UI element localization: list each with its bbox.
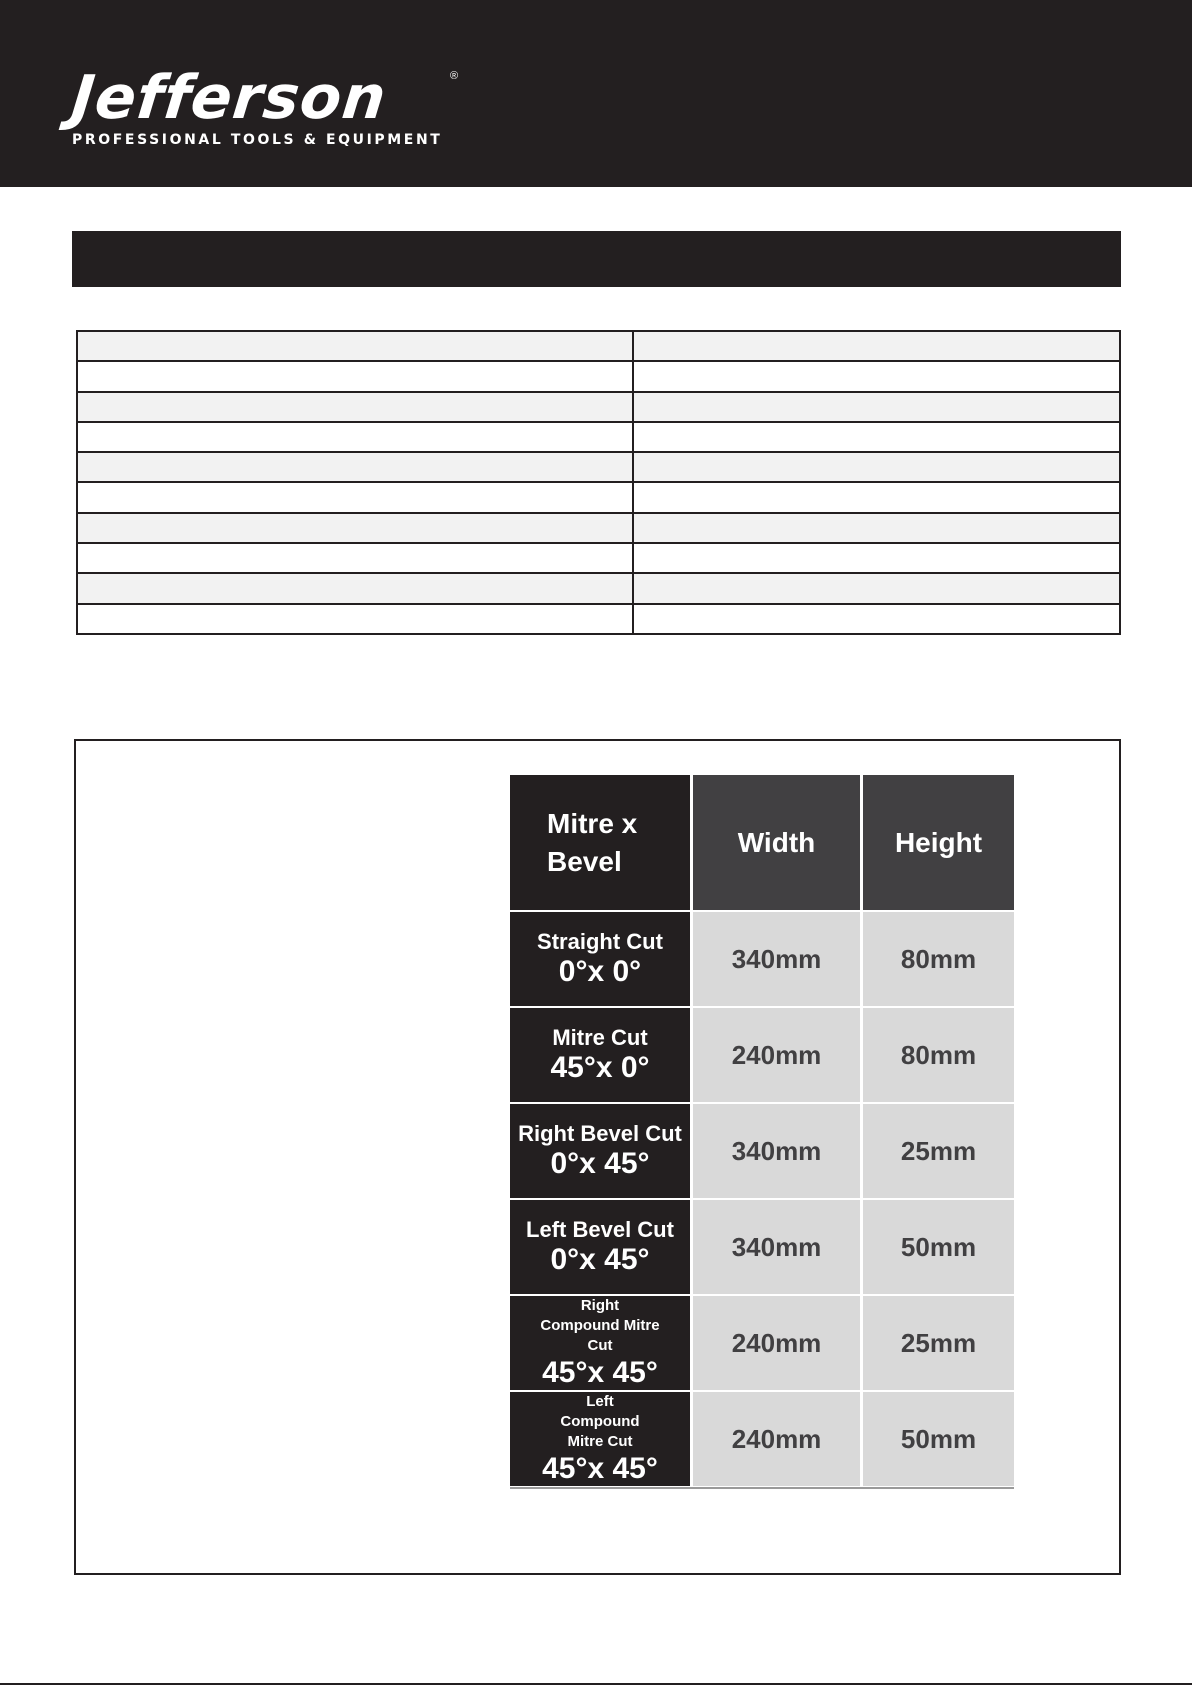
table-row — [77, 573, 1120, 603]
table-row — [77, 392, 1120, 422]
cut-capacity-table — [510, 775, 1014, 1489]
spec-value-cell — [633, 543, 1120, 573]
spec-label-cell — [77, 482, 633, 512]
table-row — [77, 604, 1120, 634]
table-row — [77, 361, 1120, 391]
header-mitre-bevel: Mitre x Bevel — [510, 775, 690, 910]
cut-width: 240mm — [693, 1392, 860, 1486]
cut-angle: 0°x 45° — [550, 1147, 650, 1180]
cut-type-mitre — [510, 1008, 690, 1102]
spec-value-cell — [633, 361, 1120, 391]
cut-name: Right Compound Mitre Cut — [540, 1297, 660, 1354]
brand-name: Jefferson — [68, 63, 390, 133]
table-row — [77, 482, 1120, 512]
spec-value-cell — [633, 392, 1120, 422]
spec-value-cell — [633, 422, 1120, 452]
spec-label-cell — [77, 331, 633, 361]
brand-logo — [68, 63, 459, 148]
brand-tagline: PROFESSIONAL TOOLS & EQUIPMENT — [72, 132, 443, 148]
spec-label-cell — [77, 604, 633, 634]
cut-name: Left Bevel Cut — [526, 1217, 674, 1242]
spec-label-cell — [77, 422, 633, 452]
spec-value-cell — [633, 513, 1120, 543]
cut-width: 240mm — [693, 1008, 860, 1102]
cut-width: 240mm — [693, 1296, 860, 1390]
table-row — [77, 543, 1120, 573]
table-row — [77, 422, 1120, 452]
cut-angle: 45°x 45° — [542, 1356, 658, 1389]
spec-value-cell — [633, 482, 1120, 512]
header-height: Height — [863, 775, 1014, 910]
spec-value-cell — [633, 604, 1120, 634]
cut-height: 50mm — [863, 1200, 1014, 1294]
spec-label-cell — [77, 361, 633, 391]
cut-height: 25mm — [863, 1296, 1014, 1390]
spec-value-cell — [633, 573, 1120, 603]
cut-height: 80mm — [863, 1008, 1014, 1102]
cut-angle: 45°x 45° — [542, 1452, 658, 1485]
spec-label-cell — [77, 452, 633, 482]
cut-type-right-compound — [510, 1296, 690, 1390]
cut-name: Straight Cut — [537, 929, 663, 954]
cut-name: Mitre Cut — [552, 1025, 648, 1050]
spec-label-cell — [77, 513, 633, 543]
cut-type-left-compound — [510, 1392, 690, 1486]
spec-label-cell — [77, 573, 633, 603]
section-title-bar — [72, 231, 1121, 287]
table-row — [77, 452, 1120, 482]
registered-mark: ® — [450, 70, 459, 82]
spec-value-cell — [633, 331, 1120, 361]
table-row — [77, 331, 1120, 361]
table-row — [77, 513, 1120, 543]
spec-label-cell — [77, 392, 633, 422]
cut-type-right-bevel — [510, 1104, 690, 1198]
spec-label-cell — [77, 543, 633, 573]
cut-angle: 45°x 0° — [550, 1051, 650, 1084]
cut-width: 340mm — [693, 1200, 860, 1294]
cut-angle: 0°x 45° — [550, 1243, 650, 1276]
spec-value-cell — [633, 452, 1120, 482]
table-bottom-rule — [510, 1487, 1014, 1489]
cut-type-straight — [510, 912, 690, 1006]
cut-name: Left Compound Mitre Cut — [560, 1393, 640, 1450]
specification-table — [76, 330, 1121, 635]
cut-width: 340mm — [693, 912, 860, 1006]
cut-angle: 0°x 0° — [558, 955, 642, 988]
page-header — [0, 0, 1192, 187]
cut-height: 25mm — [863, 1104, 1014, 1198]
cut-height: 80mm — [863, 912, 1014, 1006]
cut-name: Right Bevel Cut — [518, 1121, 682, 1146]
cut-height: 50mm — [863, 1392, 1014, 1486]
cut-type-left-bevel — [510, 1200, 690, 1294]
cut-width: 340mm — [693, 1104, 860, 1198]
header-width: Width — [693, 775, 860, 910]
